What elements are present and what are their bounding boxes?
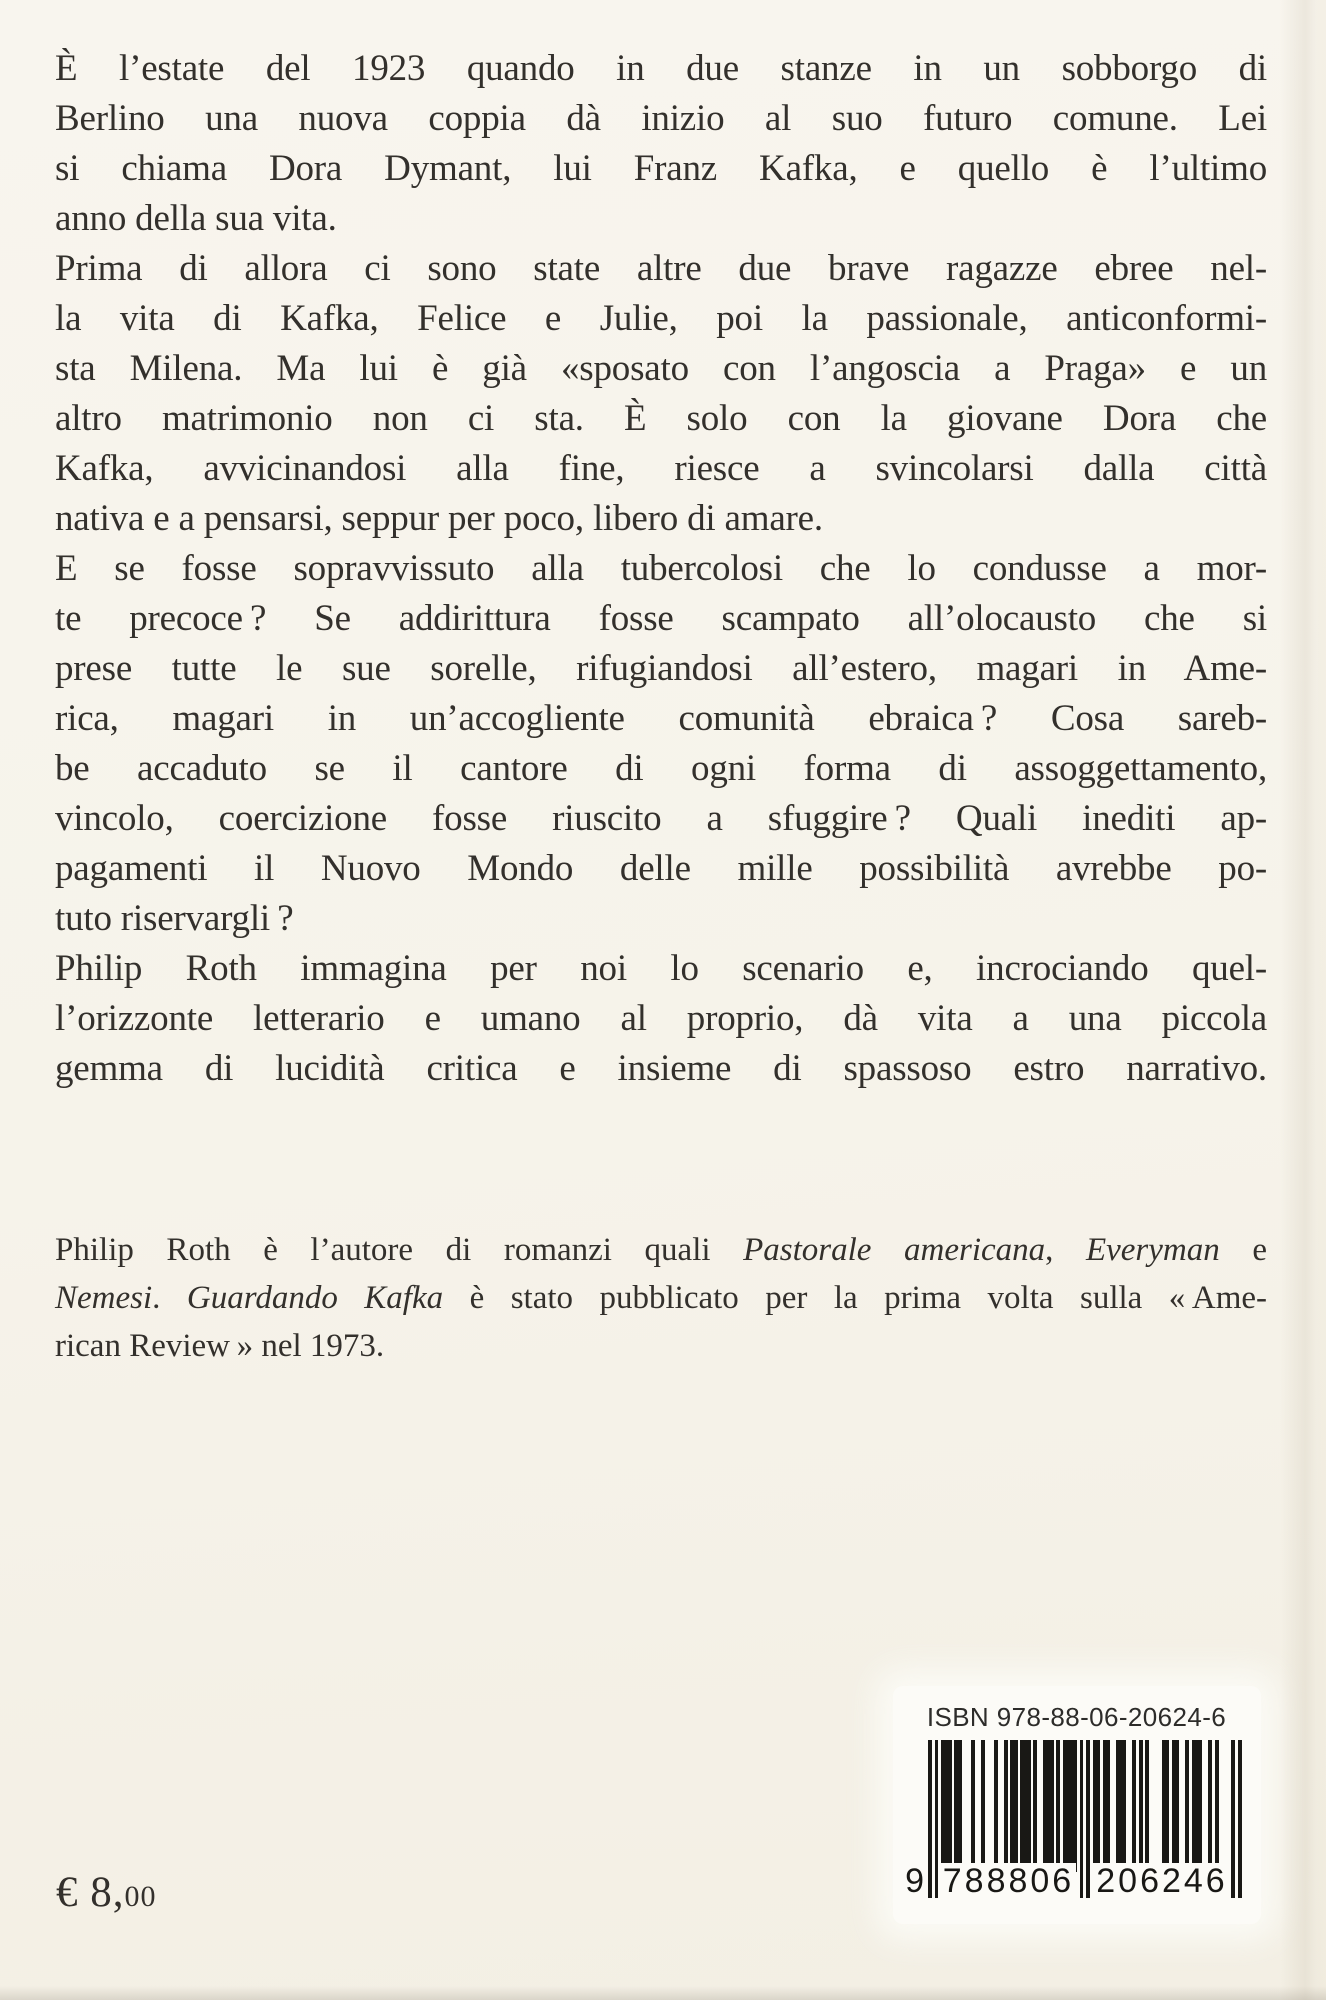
blurb-line: vincolo, coercizione fosse riuscito a sfuggire ? Quali inediti ap- xyxy=(55,798,1267,839)
blurb-line: altro matrimonio non ci sta. È solo con la giovane Dora che xyxy=(55,398,1267,439)
bio-text-segment: . xyxy=(152,1280,187,1316)
barcode-bar xyxy=(954,1740,961,1872)
blurb-line: la vita di Kafka, Felice e Julie, poi la passionale, anticonformi- xyxy=(55,298,1267,339)
book-title: Pastorale americana xyxy=(743,1232,1046,1268)
blurb-line: sta Milena. Ma lui è già «sposato con l’angoscia a Praga» e un xyxy=(55,348,1267,389)
blurb-line: rica, magari in un’accogliente comunità ebraica ? Cosa sareb- xyxy=(55,698,1267,739)
barcode-panel xyxy=(893,1686,1261,1924)
barcode-bar xyxy=(1056,1740,1060,1872)
bio-text-segment: è stato pubblicato per la prima volta sulla « Ame- xyxy=(443,1280,1268,1316)
barcode-bar xyxy=(1093,1740,1100,1872)
barcode-bar xyxy=(981,1740,985,1872)
blurb-line: E se fosse sopravvissuto alla tubercolosi che lo condusse a mor- xyxy=(55,548,1267,589)
barcode-digit-group-left: 788806 xyxy=(942,1862,1075,1900)
blurb-line: Philip Roth immagina per noi lo scenario e, incrociando quel- xyxy=(55,948,1267,989)
book-title: Nemesi xyxy=(55,1280,153,1316)
blurb-line: Prima di allora ci sono state altre due brave ragazze ebree nel- xyxy=(55,248,1267,289)
barcode-bar xyxy=(1132,1740,1136,1872)
bio-line xyxy=(55,1322,1267,1370)
author-bio xyxy=(55,1226,1267,1370)
price-cents: 00 xyxy=(124,1880,157,1913)
barcode-bar xyxy=(1215,1740,1219,1872)
blurb-line: l’orizzonte letterario e umano al proprio, dà vita a una piccola xyxy=(55,998,1267,1039)
blurb-line: si chiama Dora Dymant, lui Franz Kafka, e quello è l’ultimo xyxy=(55,148,1267,189)
barcode-bar xyxy=(1192,1740,1202,1872)
barcode-bar xyxy=(1063,1740,1077,1872)
barcode-bar xyxy=(1004,1740,1008,1872)
blurb-line: È l’estate del 1923 quando in due stanze in un sobborgo di xyxy=(55,48,1267,89)
bio-text-segment: Philip Roth è l’autore di romanzi quali xyxy=(55,1232,744,1268)
blurb-text xyxy=(55,44,1267,1094)
barcode-bar xyxy=(1162,1740,1169,1872)
barcode-bar xyxy=(1139,1740,1143,1872)
isbn-label: ISBN 978-88-06-20624-6 xyxy=(926,1702,1227,1732)
bio-line xyxy=(55,1274,1267,1322)
barcode-digits xyxy=(905,1862,1241,1900)
blurb-line: Kafka, avvicinandosi alla fine, riesce a svincolarsi dalla città xyxy=(55,448,1267,489)
barcode-digit-group-right: 206246 xyxy=(1093,1863,1231,1900)
blurb-line: tuto riservargli ? xyxy=(55,898,294,939)
barcode-bar xyxy=(1208,1740,1212,1872)
barcode-digit-check: 9 xyxy=(905,1862,924,1900)
barcode-bar xyxy=(1145,1740,1149,1872)
blurb-line: gemma di lucidità critica e insieme di spassoso estro narrativo. xyxy=(55,1048,1267,1089)
barcode-bar xyxy=(1185,1740,1189,1872)
blurb-line: prese tutte le sue sorelle, rifugiandosi all’estero, magari in Ame- xyxy=(55,648,1267,689)
barcode-bar xyxy=(1043,1740,1053,1872)
blurb-line: Berlino una nuova coppia dà inizio al suo futuro comune. Lei xyxy=(55,98,1267,139)
barcode-bar xyxy=(1172,1740,1179,1872)
barcode-bar xyxy=(941,1740,951,1872)
blurb-line: anno della sua vita. xyxy=(55,198,337,239)
barcode-bar xyxy=(1116,1740,1126,1872)
blurb-line: nativa e a pensarsi, seppur per poco, libero di amare. xyxy=(55,498,823,539)
bio-line xyxy=(55,1226,1267,1274)
barcode-bar xyxy=(1010,1740,1017,1872)
barcode-bar xyxy=(1033,1740,1037,1872)
price xyxy=(56,1869,157,1921)
barcode-bar xyxy=(1103,1740,1110,1872)
book-title: Guardando Kafka xyxy=(186,1280,444,1316)
barcode-bar xyxy=(1020,1740,1030,1872)
bio-text-segment: e xyxy=(1219,1232,1267,1268)
barcode-bar xyxy=(971,1740,975,1872)
barcode-bar xyxy=(994,1740,998,1872)
bio-text-segment: , xyxy=(1045,1232,1086,1268)
bio-text-segment: rican Review » nel 1973. xyxy=(55,1328,385,1364)
price-amount: € 8, xyxy=(56,1869,125,1916)
blurb-line: pagamenti il Nuovo Mondo delle mille possibilità avrebbe po- xyxy=(55,848,1267,889)
scan-edge-shadow-right xyxy=(1280,0,1326,2000)
blurb-line: be accaduto se il cantore di ogni forma di assoggettamento, xyxy=(55,748,1267,789)
book-title: Everyman xyxy=(1085,1232,1220,1268)
scan-edge-shadow-bottom xyxy=(0,1986,1326,2000)
blurb-line: te precoce ? Se addirittura fosse scampato all’olocausto che si xyxy=(55,598,1267,639)
